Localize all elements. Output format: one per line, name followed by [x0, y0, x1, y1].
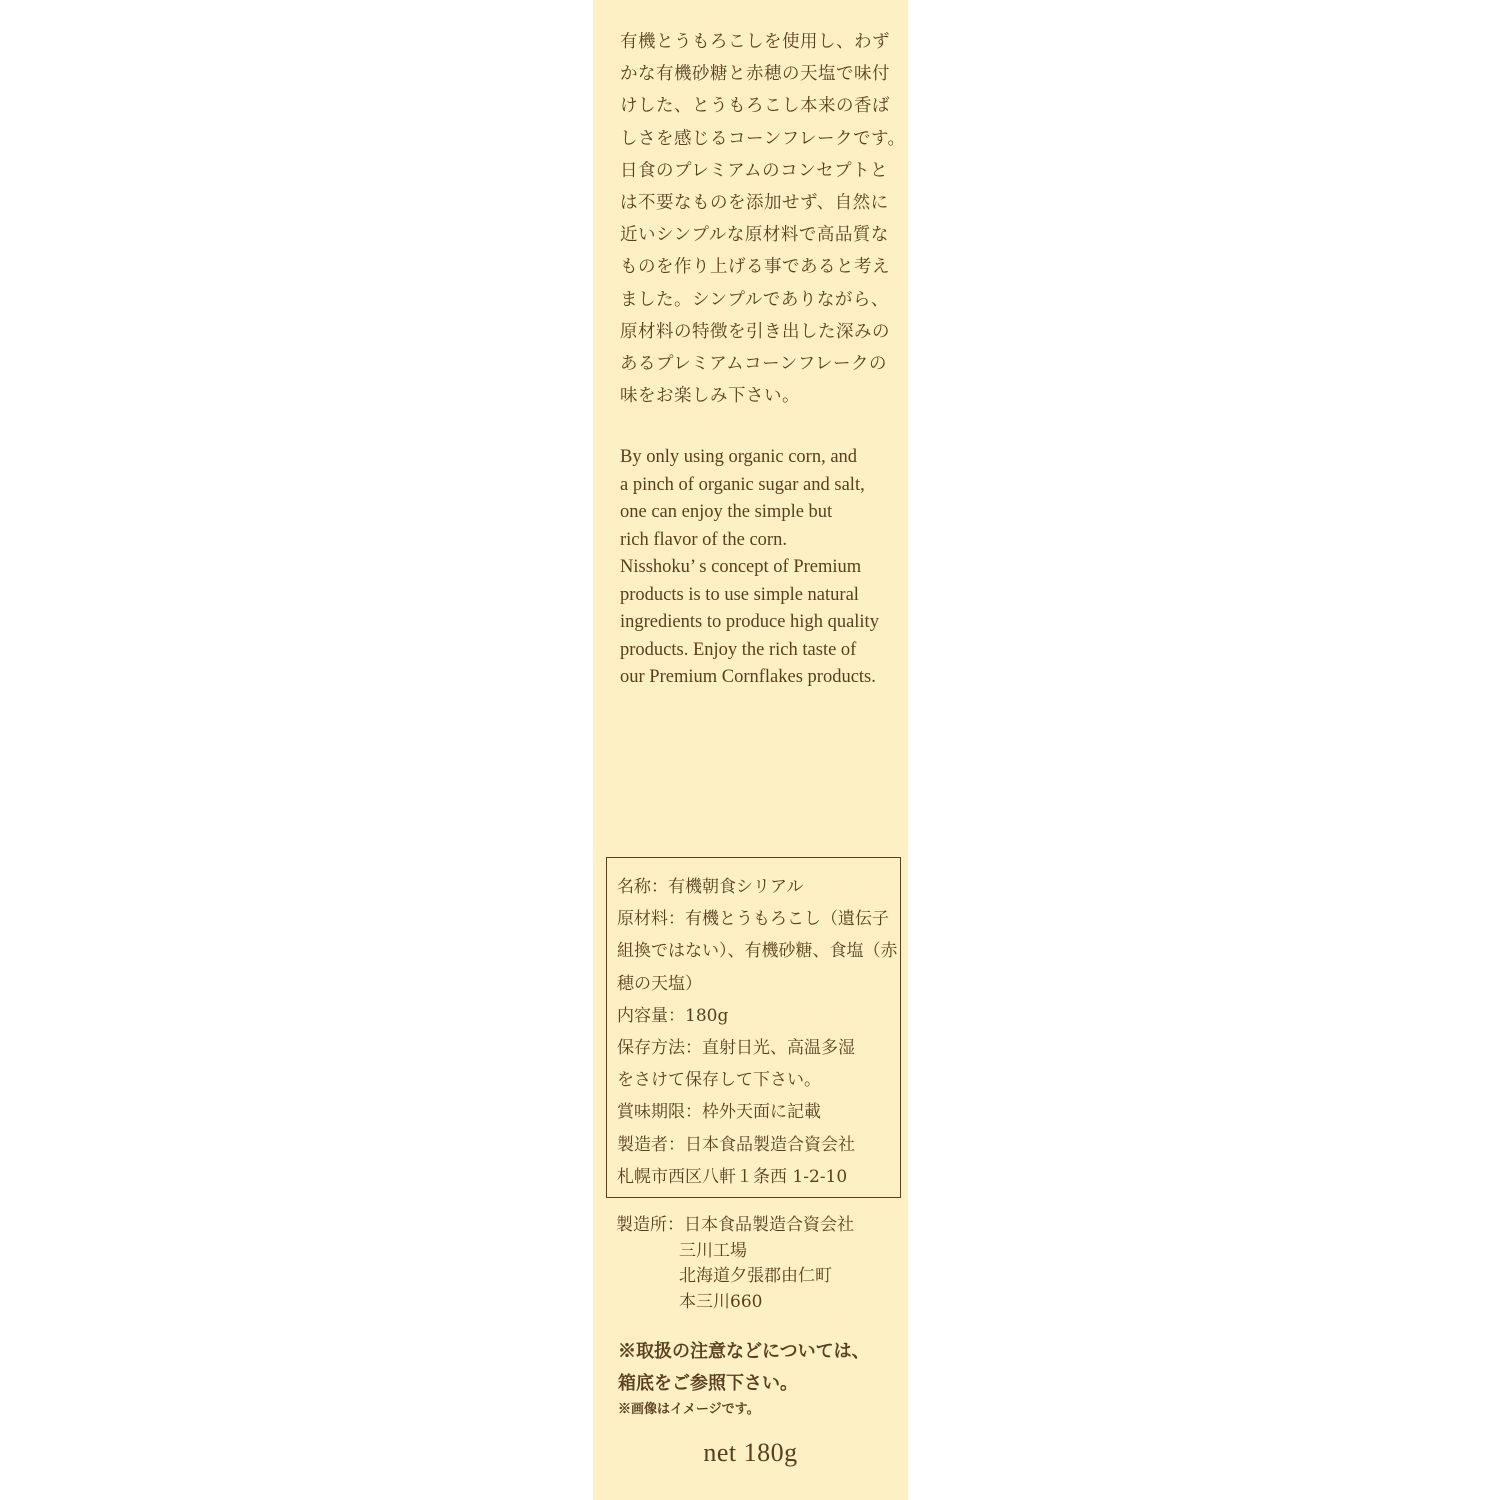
en-desc-line: our Premium Cornflakes products. [620, 667, 876, 687]
handling-notice [618, 1336, 903, 1400]
spec-storage: 保存方法：直射日光、高温多湿 [617, 1038, 855, 1059]
handling-notice-line: 箱底をご参照下さい。 [618, 1373, 798, 1394]
japanese-description [620, 26, 906, 412]
spec-name: 名称：有機朝食シリアル [617, 877, 804, 897]
jp-desc-line: 味をお楽しみ下さい。 [620, 386, 800, 407]
spec-ingredients-cont: 組換ではない）、有機砂糖、食塩（赤 [617, 941, 898, 962]
jp-desc-line: かな有機砂糖と赤穂の天塩で味付 [620, 64, 890, 85]
en-desc-line: rich flavor of the corn. [620, 529, 787, 550]
net-weight: net 180g [703, 1438, 798, 1467]
spec-ingredients: 原材料：有機とうもろこし（遺伝子 [617, 909, 889, 930]
manufacturing-site-line: 三川工場 [679, 1240, 747, 1261]
spec-manufacturer: 製造者：日本食品製造合資会社 [617, 1134, 855, 1155]
jp-desc-line: 日食のプレミアムのコンセプトと [620, 160, 889, 181]
spec-storage-cont: をさけて保存して下さい。 [617, 1070, 821, 1091]
en-desc-line: one can enjoy the simple but [620, 502, 833, 522]
en-desc-line: products. Enjoy the rich taste of [620, 639, 857, 660]
manufacturing-site [616, 1213, 896, 1316]
jp-desc-line: 有機とうもろこしを使用し、わず [620, 32, 890, 52]
jp-desc-line: 原材料の特徴を引き出した深みの [620, 321, 890, 342]
product-spec-box [606, 857, 901, 1198]
jp-desc-line: は不要なものを添加せず、自然に [620, 193, 889, 214]
jp-desc-line: ました。シンプルでありながら、 [620, 289, 889, 310]
jp-desc-line: けした、とうもろこし本来の香ば [620, 96, 890, 117]
spec-best-before: 賞味期限：枠外天面に記載 [617, 1102, 821, 1123]
product-info-panel [593, 0, 908, 1500]
en-desc-line: By only using organic corn, and [620, 447, 858, 467]
jp-desc-line: しさを感じるコーンフレークです。 [620, 128, 906, 149]
jp-desc-line: 近いシンプルな原材料で高品質な [620, 225, 889, 246]
spec-net-contents: 内容量：180g [617, 1005, 729, 1026]
manufacturing-site-line: 本三川660 [679, 1292, 763, 1313]
image-disclaimer: ※画像はイメージです。 [618, 1402, 760, 1417]
en-desc-line: products is to use simple natural [620, 584, 859, 605]
spec-ingredients-cont: 穂の天塩） [617, 973, 702, 994]
spec-manufacturer-address: 札幌市西区八軒１条西 1-2-10 [617, 1166, 848, 1187]
en-desc-line: Nisshoku’ s concept of Premium [620, 557, 862, 577]
english-description [620, 444, 895, 692]
manufacturing-site-label: 製造所：日本食品製造合資会社 [616, 1215, 854, 1235]
manufacturing-site-line: 北海道夕張郡由仁町 [679, 1266, 832, 1287]
handling-notice-line: ※取扱の注意などについては、 [618, 1341, 870, 1362]
jp-desc-line: あるプレミアムコーンフレークの [620, 354, 888, 375]
en-desc-line: ingredients to produce high quality [620, 612, 879, 632]
jp-desc-line: ものを作り上げる事であると考え [620, 257, 890, 278]
en-desc-line: a pinch of organic sugar and salt, [620, 474, 865, 495]
